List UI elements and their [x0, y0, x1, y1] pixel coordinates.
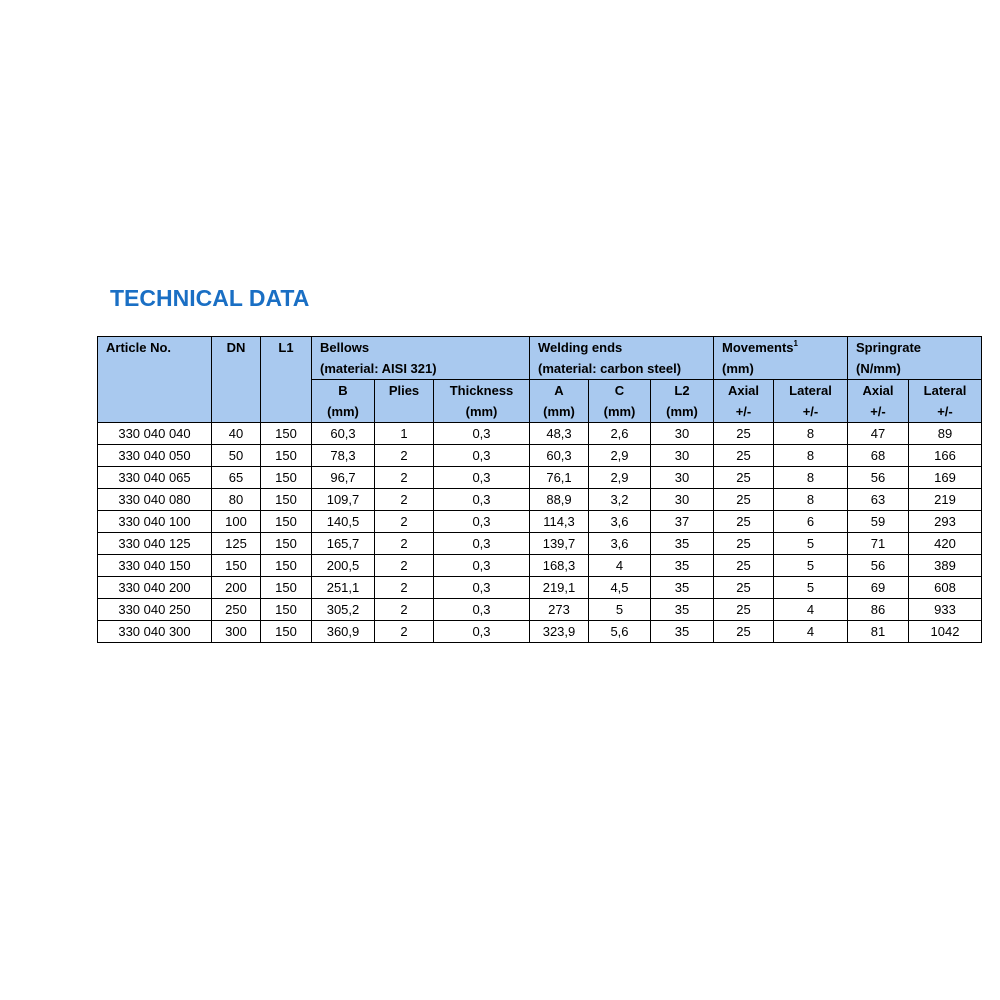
cell-l2: 35 — [651, 599, 714, 621]
header-l1: L1 — [261, 337, 312, 423]
header-a: A (mm) — [530, 380, 589, 423]
cell-plies: 2 — [375, 555, 434, 577]
cell-article-no: 330 040 300 — [98, 621, 212, 643]
cell-plies: 2 — [375, 489, 434, 511]
table-row — [98, 489, 982, 511]
cell-article-no: 330 040 040 — [98, 423, 212, 445]
header-thickness: Thickness (mm) — [434, 380, 530, 423]
cell-movements-axial: 25 — [714, 555, 774, 577]
cell-springrate-lateral: 933 — [909, 599, 982, 621]
cell-springrate-lateral: 219 — [909, 489, 982, 511]
header-movements: Movements$^1$ (mm) — [714, 337, 848, 380]
cell-a: 273 — [530, 599, 589, 621]
cell-plies: 2 — [375, 467, 434, 489]
cell-springrate-lateral: 420 — [909, 533, 982, 555]
cell-dn: 50 — [212, 445, 261, 467]
cell-dn: 80 — [212, 489, 261, 511]
cell-c: 3,2 — [589, 489, 651, 511]
cell-springrate-axial: 81 — [848, 621, 909, 643]
cell-l2: 35 — [651, 533, 714, 555]
table-row — [98, 621, 982, 643]
cell-thickness: 0,3 — [434, 467, 530, 489]
cell-movements-lateral: 8 — [774, 489, 848, 511]
table-row — [98, 511, 982, 533]
cell-article-no: 330 040 100 — [98, 511, 212, 533]
cell-plies: 2 — [375, 577, 434, 599]
table-row — [98, 599, 982, 621]
header-welding-ends: Welding ends (material: carbon steel) — [530, 337, 714, 380]
header-springrate: Springrate (N/mm) — [848, 337, 982, 380]
cell-article-no: 330 040 050 — [98, 445, 212, 467]
header-dn: DN — [212, 337, 261, 423]
cell-c: 5,6 — [589, 621, 651, 643]
cell-movements-axial: 25 — [714, 445, 774, 467]
cell-l1: 150 — [261, 599, 312, 621]
cell-springrate-axial: 86 — [848, 599, 909, 621]
cell-thickness: 0,3 — [434, 511, 530, 533]
cell-a: 139,7 — [530, 533, 589, 555]
cell-b: 200,5 — [312, 555, 375, 577]
cell-b: 165,7 — [312, 533, 375, 555]
cell-plies: 2 — [375, 621, 434, 643]
header-movements-axial: Axial +/- — [714, 380, 774, 423]
cell-a: 323,9 — [530, 621, 589, 643]
cell-movements-lateral: 5 — [774, 577, 848, 599]
cell-springrate-lateral: 608 — [909, 577, 982, 599]
cell-springrate-lateral: 169 — [909, 467, 982, 489]
table-row — [98, 423, 982, 445]
cell-thickness: 0,3 — [434, 577, 530, 599]
cell-article-no: 330 040 250 — [98, 599, 212, 621]
cell-plies: 2 — [375, 511, 434, 533]
cell-c: 3,6 — [589, 511, 651, 533]
cell-a: 76,1 — [530, 467, 589, 489]
cell-thickness: 0,3 — [434, 599, 530, 621]
cell-b: 96,7 — [312, 467, 375, 489]
table-row — [98, 445, 982, 467]
cell-l2: 30 — [651, 467, 714, 489]
header-article-no: Article No. — [98, 337, 212, 423]
cell-c: 5 — [589, 599, 651, 621]
cell-thickness: 0,3 — [434, 445, 530, 467]
cell-l1: 150 — [261, 533, 312, 555]
table-row — [98, 577, 982, 599]
cell-movements-lateral: 8 — [774, 445, 848, 467]
cell-c: 4 — [589, 555, 651, 577]
header-springrate-axial: Axial +/- — [848, 380, 909, 423]
cell-movements-axial: 25 — [714, 533, 774, 555]
cell-a: 168,3 — [530, 555, 589, 577]
cell-movements-lateral: 4 — [774, 621, 848, 643]
cell-a: 219,1 — [530, 577, 589, 599]
cell-springrate-lateral: 89 — [909, 423, 982, 445]
table-header — [98, 337, 982, 423]
cell-dn: 250 — [212, 599, 261, 621]
cell-l2: 37 — [651, 511, 714, 533]
cell-a: 88,9 — [530, 489, 589, 511]
cell-dn: 100 — [212, 511, 261, 533]
cell-springrate-lateral: 389 — [909, 555, 982, 577]
cell-springrate-lateral: 166 — [909, 445, 982, 467]
cell-movements-lateral: 8 — [774, 423, 848, 445]
cell-thickness: 0,3 — [434, 621, 530, 643]
cell-springrate-axial: 69 — [848, 577, 909, 599]
cell-l1: 150 — [261, 621, 312, 643]
cell-springrate-axial: 71 — [848, 533, 909, 555]
header-bellows: Bellows (material: AISI 321) — [312, 337, 530, 380]
cell-plies: 2 — [375, 599, 434, 621]
cell-a: 114,3 — [530, 511, 589, 533]
cell-movements-lateral: 6 — [774, 511, 848, 533]
cell-springrate-axial: 47 — [848, 423, 909, 445]
cell-article-no: 330 040 080 — [98, 489, 212, 511]
technical-data-table — [97, 336, 982, 643]
cell-plies: 1 — [375, 423, 434, 445]
header-movements-lateral: Lateral +/- — [774, 380, 848, 423]
cell-dn: 40 — [212, 423, 261, 445]
cell-plies: 2 — [375, 445, 434, 467]
table-row — [98, 533, 982, 555]
cell-springrate-axial: 56 — [848, 555, 909, 577]
cell-l2: 30 — [651, 445, 714, 467]
cell-l1: 150 — [261, 577, 312, 599]
header-springrate-lateral: Lateral +/- — [909, 380, 982, 423]
cell-springrate-axial: 56 — [848, 467, 909, 489]
header-b: B (mm) — [312, 380, 375, 423]
cell-a: 60,3 — [530, 445, 589, 467]
cell-article-no: 330 040 125 — [98, 533, 212, 555]
cell-l2: 35 — [651, 621, 714, 643]
cell-c: 4,5 — [589, 577, 651, 599]
cell-c: 3,6 — [589, 533, 651, 555]
cell-springrate-lateral: 293 — [909, 511, 982, 533]
cell-l1: 150 — [261, 423, 312, 445]
cell-b: 60,3 — [312, 423, 375, 445]
cell-dn: 150 — [212, 555, 261, 577]
cell-article-no: 330 040 150 — [98, 555, 212, 577]
cell-l2: 35 — [651, 577, 714, 599]
cell-movements-axial: 25 — [714, 599, 774, 621]
cell-thickness: 0,3 — [434, 489, 530, 511]
cell-movements-axial: 25 — [714, 511, 774, 533]
cell-b: 140,5 — [312, 511, 375, 533]
cell-b: 360,9 — [312, 621, 375, 643]
cell-c: 2,9 — [589, 467, 651, 489]
header-l2: L2 (mm) — [651, 380, 714, 423]
cell-thickness: 0,3 — [434, 533, 530, 555]
cell-springrate-axial: 59 — [848, 511, 909, 533]
cell-movements-axial: 25 — [714, 423, 774, 445]
cell-dn: 300 — [212, 621, 261, 643]
cell-thickness: 0,3 — [434, 423, 530, 445]
cell-dn: 65 — [212, 467, 261, 489]
footnote-marker: 1 — [793, 339, 798, 348]
header-plies: Plies — [375, 380, 434, 423]
cell-dn: 200 — [212, 577, 261, 599]
cell-b: 251,1 — [312, 577, 375, 599]
cell-springrate-axial: 63 — [848, 489, 909, 511]
cell-l1: 150 — [261, 555, 312, 577]
table-row — [98, 555, 982, 577]
cell-b: 305,2 — [312, 599, 375, 621]
cell-c: 2,9 — [589, 445, 651, 467]
cell-movements-axial: 25 — [714, 467, 774, 489]
cell-thickness: 0,3 — [434, 555, 530, 577]
cell-movements-axial: 25 — [714, 489, 774, 511]
cell-b: 78,3 — [312, 445, 375, 467]
cell-springrate-axial: 68 — [848, 445, 909, 467]
cell-plies: 2 — [375, 533, 434, 555]
cell-article-no: 330 040 065 — [98, 467, 212, 489]
cell-a: 48,3 — [530, 423, 589, 445]
page-title: TECHNICAL DATA — [110, 285, 310, 311]
cell-springrate-lateral: 1042 — [909, 621, 982, 643]
cell-movements-axial: 25 — [714, 621, 774, 643]
cell-article-no: 330 040 200 — [98, 577, 212, 599]
cell-movements-lateral: 5 — [774, 533, 848, 555]
cell-l1: 150 — [261, 489, 312, 511]
cell-l2: 30 — [651, 423, 714, 445]
cell-movements-axial: 25 — [714, 577, 774, 599]
cell-l1: 150 — [261, 467, 312, 489]
cell-movements-lateral: 4 — [774, 599, 848, 621]
cell-l2: 30 — [651, 489, 714, 511]
cell-movements-lateral: 5 — [774, 555, 848, 577]
table-row — [98, 467, 982, 489]
table-body — [98, 423, 982, 643]
cell-c: 2,6 — [589, 423, 651, 445]
cell-movements-lateral: 8 — [774, 467, 848, 489]
cell-dn: 125 — [212, 533, 261, 555]
cell-l2: 35 — [651, 555, 714, 577]
header-c: C (mm) — [589, 380, 651, 423]
cell-l1: 150 — [261, 445, 312, 467]
cell-l1: 150 — [261, 511, 312, 533]
cell-b: 109,7 — [312, 489, 375, 511]
